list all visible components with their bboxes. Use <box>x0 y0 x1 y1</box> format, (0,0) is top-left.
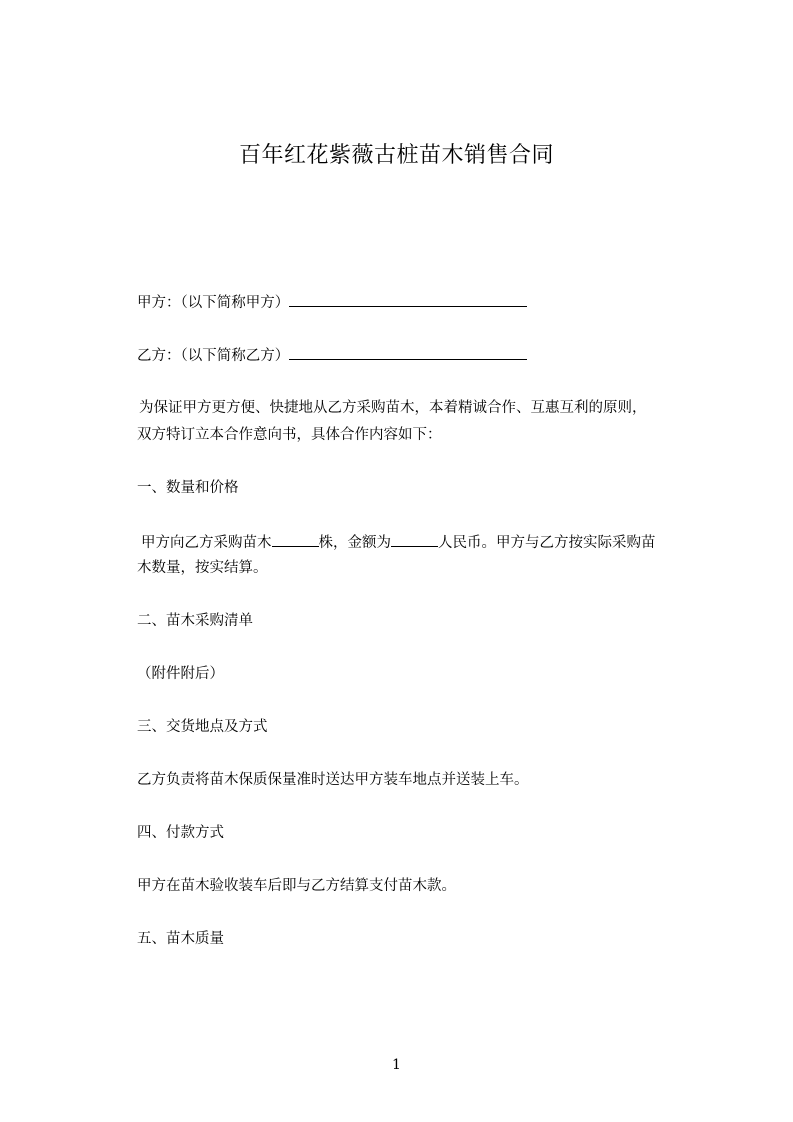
section3-heading: 三、交货地点及方式 <box>137 719 268 735</box>
section3-text: 乙方负责将苗木保质保量准时送达甲方装车地点并送装上车。 <box>137 772 529 788</box>
section1-text-part2: 株，金额为 <box>318 535 391 551</box>
section1-text-part3: 人民币。甲方与乙方按实际采购苗 <box>438 535 656 551</box>
section1-line-2: 木数量，按实结算。 <box>137 560 268 576</box>
intro-line-2 <box>137 425 442 445</box>
page-title: 百年红花紫薇古桩苗木销售合同 <box>238 143 554 168</box>
amount-blank <box>391 531 438 547</box>
intro-text-2: 双方特订立本合作意向书，具体合作内容如下： <box>137 427 442 443</box>
section1-heading: 一、数量和价格 <box>137 480 239 496</box>
party-b-line <box>137 344 527 366</box>
party-a-label: 甲方：（以下简称甲方） <box>137 295 290 311</box>
section4-text: 甲方在苗木验收装车后即与乙方结算支付苗木款。 <box>137 878 456 894</box>
quantity-blank <box>272 531 319 547</box>
section1-line-1 <box>141 531 656 553</box>
party-a-blank <box>289 291 527 307</box>
section5-heading: 五、苗木质量 <box>137 931 224 947</box>
section2-text: （附件附后） <box>137 666 224 682</box>
intro-text-1: 为保证甲方更方便、快捷地从乙方采购苗木，本着精诚合作、互惠互利的原则， <box>139 400 647 416</box>
party-a-line <box>137 291 527 313</box>
section2-heading: 二、苗木采购清单 <box>137 613 253 629</box>
party-b-label: 乙方：（以下简称乙方） <box>137 348 290 364</box>
party-b-blank <box>289 344 527 360</box>
intro-line-1 <box>137 398 647 418</box>
section1-text-part1: 甲方向乙方采购苗木 <box>141 535 272 551</box>
page-number: 1 <box>392 1057 401 1073</box>
section4-heading: 四、付款方式 <box>137 825 224 841</box>
